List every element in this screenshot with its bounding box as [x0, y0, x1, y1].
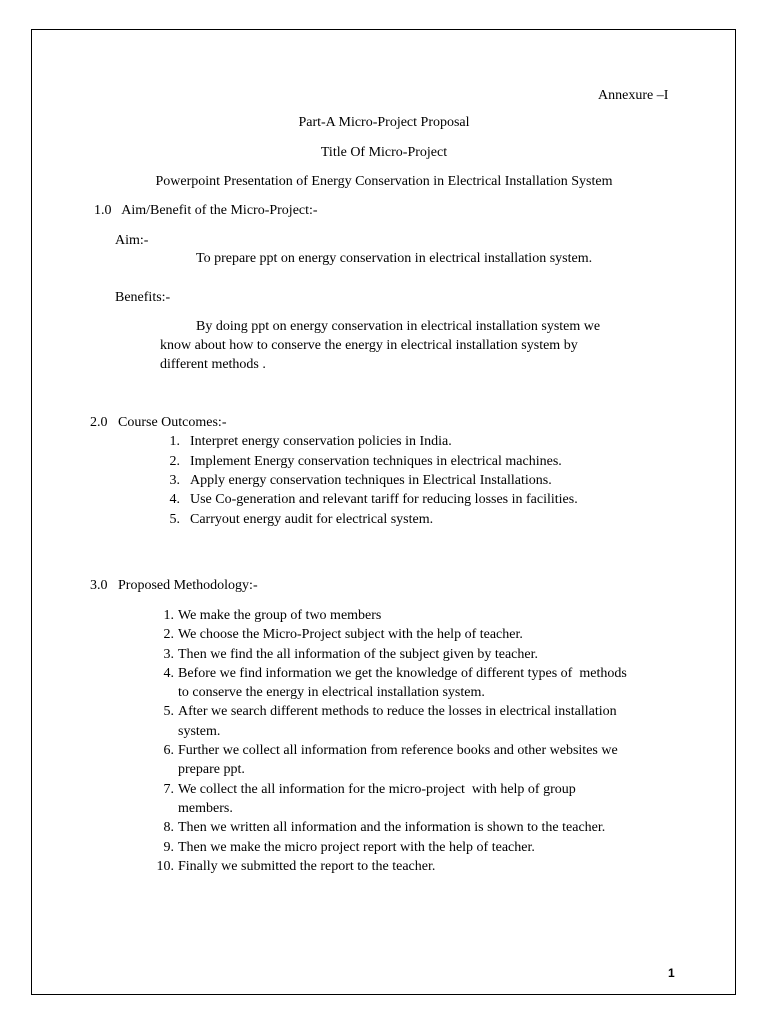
methodology-item: [150, 742, 618, 760]
list-number: 9.: [163, 840, 174, 855]
list-number: 5.: [169, 512, 180, 527]
methodology-item-continuation: [150, 723, 220, 741]
list-number: 2.: [169, 454, 180, 469]
list-number: 1.: [163, 608, 174, 623]
methodology-item: [150, 626, 523, 644]
methodology-item: [150, 839, 535, 857]
list-text: We collect the all information for the micro-project with help of group: [178, 782, 576, 797]
methodology-item: [150, 607, 381, 625]
methodology-item: [150, 665, 627, 683]
list-text: Interpret energy conservation policies in India.: [190, 434, 452, 449]
part-title: Part-A Micro-Project Proposal: [298, 115, 470, 130]
project-title: Powerpoint Presentation of Energy Conservation in Electrical Installation System: [155, 174, 613, 189]
list-text: Then we find the all information of the subject given by teacher.: [178, 647, 538, 662]
list-text: Before we find information we get the knowledge of different types of methods: [178, 666, 627, 681]
course-outcome-item: [162, 472, 552, 490]
list-text: Finally we submitted the report to the teacher.: [178, 859, 436, 874]
benefits-label: Benefits:-: [115, 290, 171, 305]
list-text: Implement Energy conservation techniques in electrical machines.: [190, 454, 562, 469]
list-text: We choose the Micro-Project subject with the help of teacher.: [178, 627, 523, 642]
list-number: 2.: [163, 627, 174, 642]
list-number: 7.: [163, 782, 174, 797]
list-number: 6.: [163, 743, 174, 758]
list-text: Then we make the micro project report with the help of teacher.: [178, 840, 535, 855]
aim-text: To prepare ppt on energy conservation in electrical installation system.: [196, 251, 593, 266]
section2-heading: 2.0 Course Outcomes:-: [90, 415, 227, 430]
benefits-line: different methods .: [160, 357, 266, 372]
list-text: Further we collect all information from reference books and other websites we: [178, 743, 618, 758]
methodology-item: [150, 646, 538, 664]
methodology-item-continuation: [150, 684, 485, 702]
list-text: Use Co-generation and relevant tariff for reducing losses in facilities.: [190, 492, 578, 507]
methodology-item-continuation: [150, 800, 233, 818]
list-number: 1.: [169, 434, 180, 449]
methodology-item: [150, 819, 605, 837]
methodology-item: [150, 703, 617, 721]
course-outcome-item: [162, 511, 433, 529]
list-number: 4.: [163, 666, 174, 681]
list-text: Apply energy conservation techniques in Electrical Installations.: [190, 473, 552, 488]
methodology-item: [150, 858, 435, 876]
aim-label: Aim:-: [115, 233, 149, 248]
list-text: to conserve the energy in electrical installation system.: [178, 685, 485, 700]
list-text: Then we written all information and the information is shown to the teacher.: [178, 820, 606, 835]
list-text: We make the group of two members: [178, 608, 382, 623]
list-number: 3.: [169, 473, 180, 488]
benefits-line: know about how to conserve the energy in electrical installation system by: [160, 338, 578, 353]
course-outcome-item: [162, 491, 578, 509]
list-number: 3.: [163, 647, 174, 662]
list-text: members.: [178, 801, 233, 816]
list-number: 8.: [163, 820, 174, 835]
list-number: 5.: [163, 704, 174, 719]
annexure-label: Annexure –I: [598, 88, 669, 103]
list-number: 4.: [169, 492, 180, 507]
title-label: Title Of Micro-Project: [320, 145, 448, 160]
course-outcome-item: [162, 433, 452, 451]
list-number: 10.: [156, 859, 174, 874]
section3-heading: 3.0 Proposed Methodology:-: [90, 578, 258, 593]
methodology-item-continuation: [150, 761, 245, 779]
list-text: Carryout energy audit for electrical system.: [190, 512, 434, 527]
list-text: system.: [178, 724, 221, 739]
benefits-line: By doing ppt on energy conservation in electrical installation system we: [196, 319, 601, 334]
page-number: 1: [668, 966, 675, 980]
list-text: After we search different methods to reduce the losses in electrical installation: [178, 704, 617, 719]
course-outcome-item: [162, 453, 562, 471]
list-text: prepare ppt.: [178, 762, 245, 777]
methodology-item: [150, 781, 576, 799]
section1-heading: 1.0 Aim/Benefit of the Micro-Project:-: [94, 203, 318, 218]
